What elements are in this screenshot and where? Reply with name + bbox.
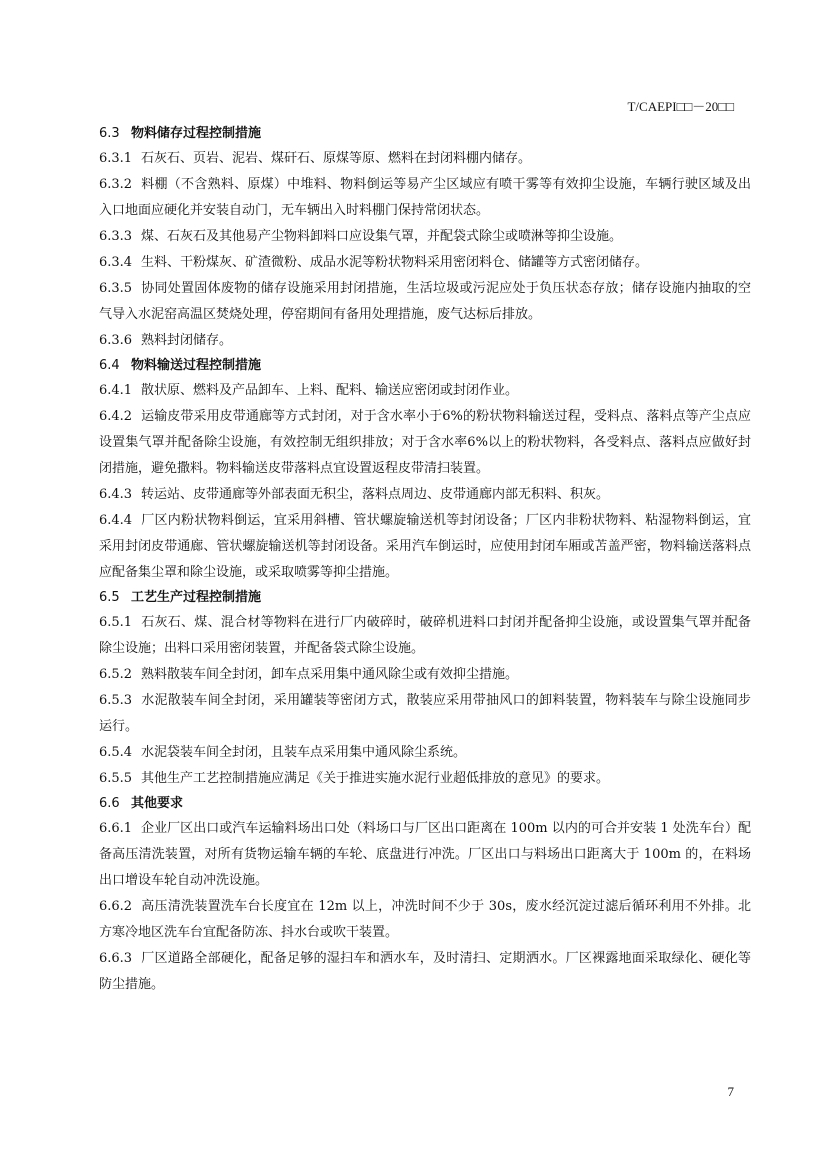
clause: 6.6.1 企业厂区出口或汽车运输料场出口处（料场口与厂区出口距离在 100m 以内的可合并安装 1 处洗车台）配备高压清洗装置，对所有货物运输车辆的车轮、底盘进行冲洗。厂区出口与料场出口距离大于 100m 的，在料场出口增设车轮自动冲洗设施。 bbox=[99, 821, 751, 888]
section-heading: 6.3 物料储存过程控制措施 bbox=[99, 126, 262, 141]
clause: 6.6.3 厂区道路全部硬化，配备足够的湿扫车和洒水车，及时清扫、定期洒水。厂区裸露地面采取绿化、硬化等防尘措施。 bbox=[99, 951, 751, 992]
clause: 6.5.3 水泥散装车间全封闭，采用罐装等密闭方式，散装应采用带抽风口的卸料装置，物料装车与除尘设施同步运行。 bbox=[99, 693, 751, 734]
document-code: T/CAEPI□□－20□□ bbox=[627, 99, 734, 114]
section-heading: 6.5 工艺生产过程控制措施 bbox=[99, 590, 262, 605]
page-number: 7 bbox=[727, 1084, 734, 1099]
section-heading: 6.4 物料输送过程控制措施 bbox=[99, 358, 262, 373]
clause: 6.4.3 转运站、皮带通廊等外部表面无积尘，落料点周边、皮带通廊内部无积料、积灰。 bbox=[99, 487, 610, 502]
clause: 6.3.3 煤、石灰石及其他易产尘物料卸料口应设集气罩，并配袋式除尘或喷淋等抑尘设施。 bbox=[99, 229, 623, 244]
clause: 6.3.1 石灰石、页岩、泥岩、煤矸石、原煤等原、燃料在封闭料棚内储存。 bbox=[99, 151, 532, 166]
clause: 6.3.5 协同处置固体废物的储存设施采用封闭措施，生活垃圾或污泥应处于负压状态存放；储存设施内抽取的空气导入水泥窑高温区焚烧处理，停窑期间有备用处理措施，废气达标后排放。 bbox=[99, 281, 751, 322]
clause: 6.3.2 料棚（不含熟料、原煤）中堆料、物料倒运等易产尘区域应有喷干雾等有效抑尘设施，车辆行驶区域及出入口地面应硬化并安装自动门，无车辆出入时料棚门保持常闭状态。 bbox=[99, 177, 751, 218]
clause: 6.5.1 石灰石、煤、混合材等物料在进行厂内破碎时，破碎机进料口封闭并配备抑尘设施，或设置集气罩并配备除尘设施；出料口采用密闭装置，并配备袋式除尘设施。 bbox=[99, 615, 751, 656]
clause: 6.3.4 生料、干粉煤灰、矿渣微粉、成品水泥等粉状物料采用密闭料仓、储罐等方式密闭储存。 bbox=[99, 255, 649, 270]
clause: 6.6.2 高压清洗装置洗车台长度宜在 12m 以上，冲洗时间不少于 30s，废水经沉淀过滤后循环利用不外排。北方寒冷地区洗车台宜配备防冻、抖水台或吹干装置。 bbox=[99, 899, 751, 940]
document-body bbox=[99, 122, 751, 998]
clause: 6.3.6 熟料封闭储存。 bbox=[99, 333, 233, 348]
clause: 6.4.4 厂区内粉状物料倒运，宜采用斜槽、管状螺旋输送机等封闭设备；厂区内非粉状物料、粘湿物料倒运，宜采用封闭皮带通廊、管状螺旋输送机等封闭设备。采用汽车倒运时，应使用封闭车厢或苫盖严密，物料输送落料点应配备集尘罩和除尘设施，或采取喷雾等抑尘措施。 bbox=[99, 513, 751, 580]
clause: 6.4.2 运输皮带采用皮带通廊等方式封闭，对于含水率小于6%的粉状物料输送过程，受料点、落料点等产尘点应设置集气罩并配备除尘设施，有效控制无组织排放；对于含水率6%以上的粉状物料，各受料点、落料点应做好封闭措施，避免撒料。物料输送皮带落料点宜设置返程皮带清扫装置。 bbox=[99, 409, 751, 476]
clause: 6.5.2 熟料散装车间全封闭，卸车点采用集中通风除尘或有效抑尘措施。 bbox=[99, 667, 519, 682]
clause: 6.5.4 水泥袋装车间全封闭，且装车点采用集中通风除尘系统。 bbox=[99, 745, 467, 760]
clause: 6.4.1 散状原、燃料及产品卸车、上料、配料、输送应密闭或封闭作业。 bbox=[99, 383, 519, 398]
section-heading: 6.6 其他要求 bbox=[99, 796, 184, 811]
clause: 6.5.5 其他生产工艺控制措施应满足《关于推进实施水泥行业超低排放的意见》的要求。 bbox=[99, 771, 610, 786]
